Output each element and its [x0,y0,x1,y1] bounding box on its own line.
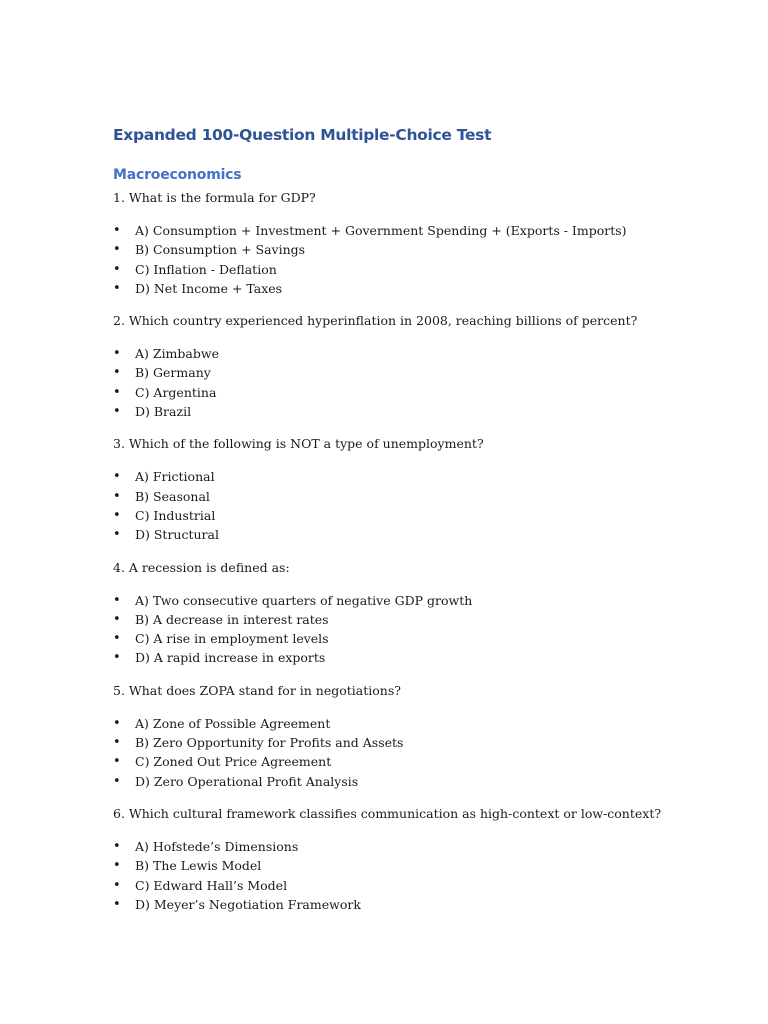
option-item [113,240,733,259]
option-text: B) A decrease in interest rates [135,611,329,627]
option-item [113,714,733,733]
bullet-icon: • [113,592,121,608]
option-item [113,648,733,667]
option-text: A) Two consecutive quarters of negative GDP growth [135,592,473,608]
bullet-icon: • [113,631,121,647]
option-list [113,837,733,914]
option-item [113,525,733,544]
option-item [113,221,733,240]
question-list [113,189,733,914]
option-text: B) Germany [135,365,211,381]
bullet-icon: • [113,365,121,381]
option-list [113,344,733,421]
option-text: B) The Lewis Model [135,858,262,874]
option-text: C) Argentina [135,384,217,400]
option-list [113,591,733,668]
option-item [113,467,733,486]
document-body [113,124,733,928]
question-text: 3. Which of the following is NOT a type of unemployment? [113,436,484,452]
option-item [113,487,733,506]
option-item [113,837,733,856]
option-text: B) Seasonal [135,488,210,504]
section-heading: Macroeconomics [113,167,242,183]
option-text: D) Structural [135,527,219,543]
option-text: D) Zero Operational Profit Analysis [135,773,359,789]
option-text: C) Zoned Out Price Agreement [135,754,332,770]
bullet-icon: • [113,715,121,731]
bullet-icon: • [113,507,121,523]
option-item [113,772,733,791]
question-text: 5. What does ZOPA stand for in negotiations? [113,682,401,698]
option-item [113,610,733,629]
option-text: B) Zero Opportunity for Profits and Assets [135,735,404,751]
option-item [113,895,733,914]
bullet-icon: • [113,488,121,504]
document-title: Expanded 100-Question Multiple-Choice Test [113,126,492,144]
option-text: A) Zone of Possible Agreement [135,715,331,731]
bullet-icon: • [113,223,121,238]
question-block [113,682,733,791]
bullet-icon: • [113,858,121,874]
question-text: 1. What is the formula for GDP? [113,190,316,205]
question-block [113,312,733,421]
option-item [113,856,733,875]
bullet-icon: • [113,611,121,627]
bullet-icon: • [113,384,121,400]
option-item [113,876,733,895]
option-text: D) A rapid increase in exports [135,650,326,666]
question-block [113,189,733,298]
option-item [113,279,733,298]
option-text: C) Inflation - Deflation [135,261,277,277]
option-list [113,467,733,544]
bullet-icon: • [113,527,121,543]
option-text: A) Consumption + Investment + Government Spending + (Exports - Imports) [135,223,627,238]
option-item [113,752,733,771]
option-item [113,591,733,610]
option-text: B) Consumption + Savings [135,242,306,258]
bullet-icon: • [113,469,121,485]
option-text: A) Zimbabwe [135,346,219,362]
question-block [113,805,733,914]
option-item [113,383,733,402]
option-text: C) Industrial [135,507,216,523]
option-item [113,402,733,421]
option-text: C) A rise in employment levels [135,631,329,647]
bullet-icon: • [113,735,121,751]
bullet-icon: • [113,261,121,277]
question-text: 2. Which country experienced hyperinflation in 2008, reaching billions of percent? [113,313,638,329]
question-text: 4. A recession is defined as: [113,559,290,575]
question-block [113,559,733,668]
option-item [113,629,733,648]
bullet-icon: • [113,773,121,789]
option-text: D) Brazil [135,404,192,420]
option-list [113,221,733,298]
bullet-icon: • [113,280,121,296]
question-text: 6. Which cultural framework classifies communication as high-context or low-context? [113,805,662,821]
option-item [113,260,733,279]
bullet-icon: • [113,877,121,893]
bullet-icon: • [113,242,121,258]
bullet-icon: • [113,896,121,912]
option-item [113,506,733,525]
option-text: D) Meyer’s Negotiation Framework [135,896,361,912]
bullet-icon: • [113,838,121,854]
option-item [113,363,733,382]
option-text: C) Edward Hall’s Model [135,877,288,893]
bullet-icon: • [113,754,121,770]
option-text: A) Hofstede’s Dimensions [135,838,299,854]
bullet-icon: • [113,346,121,362]
option-item [113,733,733,752]
option-text: D) Net Income + Taxes [135,280,283,296]
option-list [113,714,733,791]
option-text: A) Frictional [135,469,215,485]
option-item [113,344,733,363]
bullet-icon: • [113,404,121,420]
question-block [113,435,733,544]
bullet-icon: • [113,650,121,666]
